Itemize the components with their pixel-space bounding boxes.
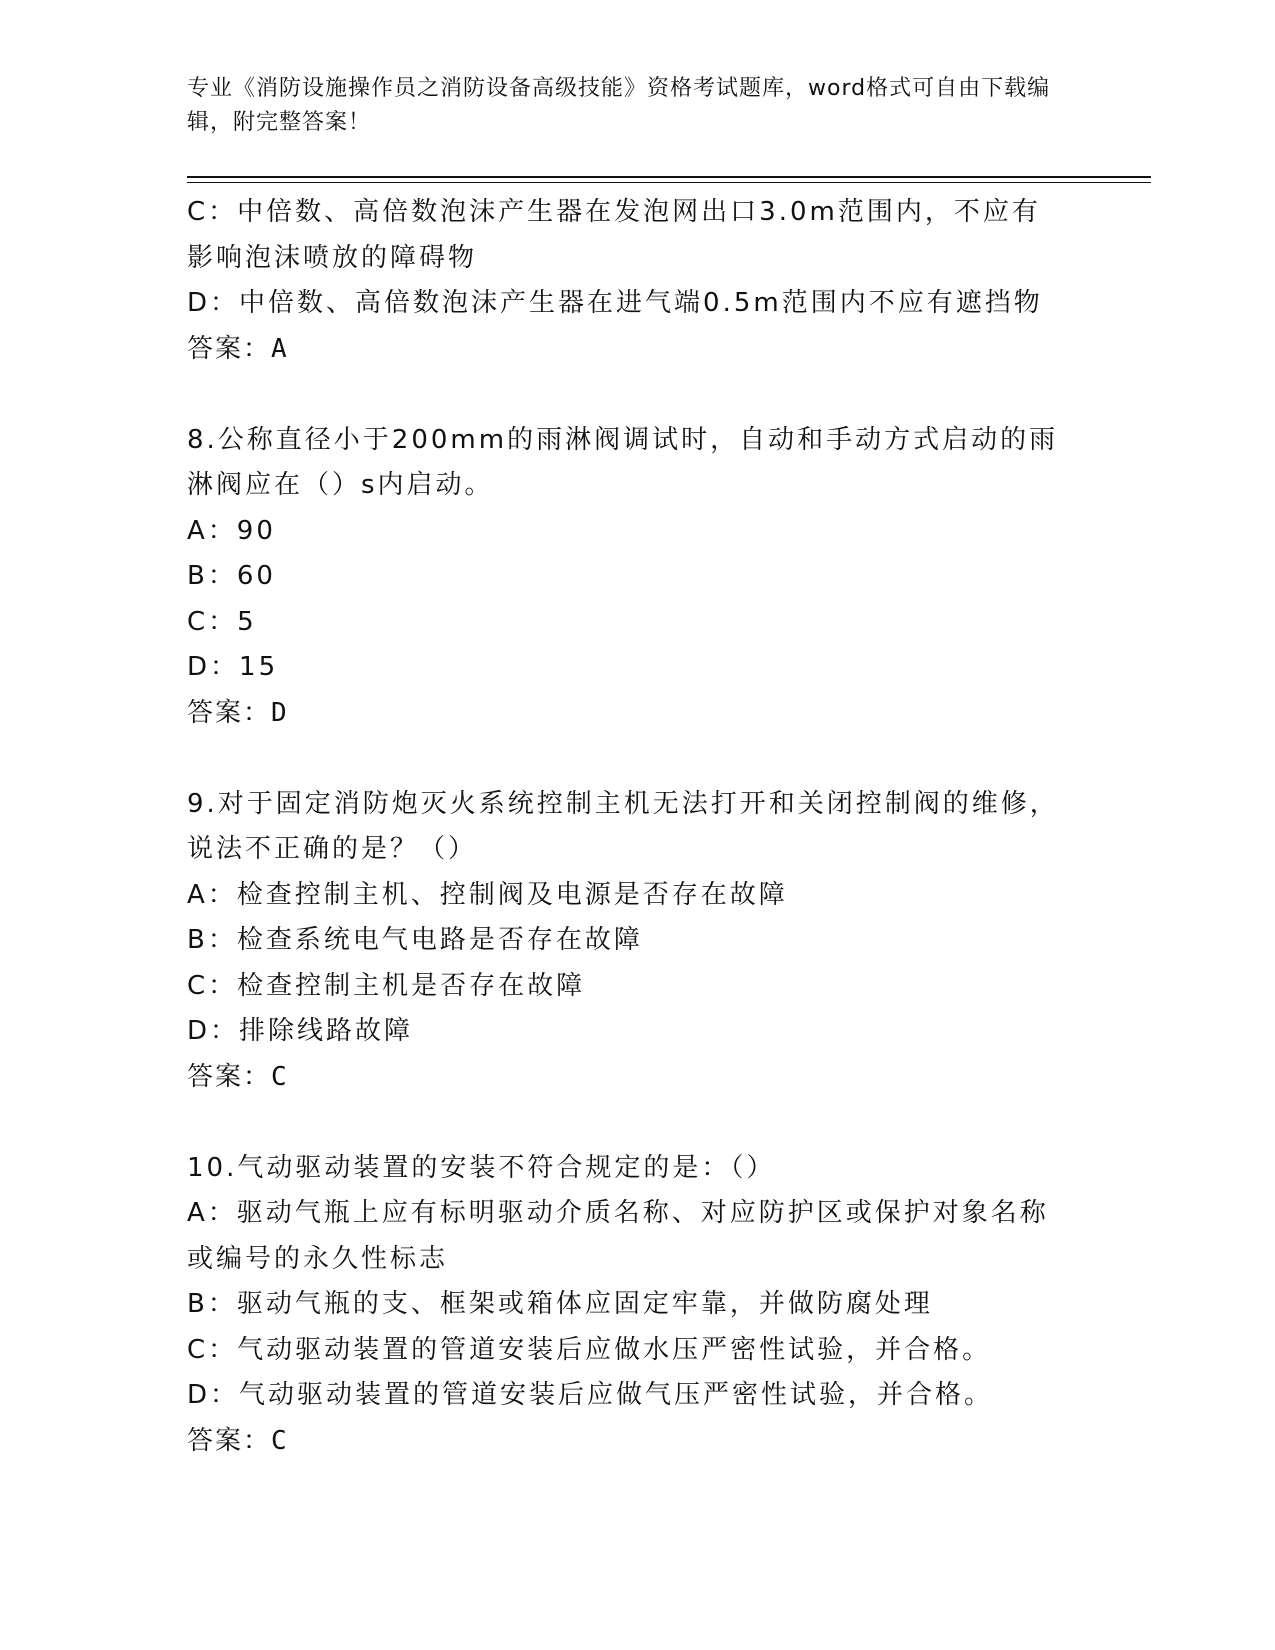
option-b: B：驱动气瓶的支、框架或箱体应固定牢靠，并做防腐处理: [187, 1289, 933, 1319]
option-b: B：检查系统电气电路是否存在故障: [187, 925, 643, 955]
question-10: [187, 1146, 1067, 1465]
question-list: [187, 190, 1067, 1464]
option-c: C：中倍数、高倍数泡沫产生器在发泡网出口3.0m范围内，不应有影响泡沫喷放的障碍物: [187, 197, 1041, 273]
answer-label: 答案：: [187, 1061, 272, 1092]
option-a: A：90: [187, 515, 276, 546]
option-d: D：气动驱动装置的管道安装后应做气压严密性试验，并合格。: [187, 1380, 994, 1410]
question-8: [187, 418, 1067, 737]
answer-value: C: [271, 1425, 289, 1456]
answer-value: D: [271, 697, 289, 728]
header-divider-thick: [187, 176, 1151, 178]
answer-label: 答案：: [187, 333, 272, 364]
option-d: D：15: [187, 652, 279, 682]
answer-value: C: [271, 1061, 289, 1092]
answer-value: A: [271, 333, 289, 364]
option-a: A：检查控制主机、控制阀及电源是否存在故障: [187, 879, 788, 910]
answer-line: [187, 691, 1067, 737]
answer-label: 答案：: [187, 1425, 272, 1456]
option-d: D：中倍数、高倍数泡沫产生器在进气端0.5m范围内不应有遮挡物: [187, 288, 1043, 318]
header-divider-thin: [187, 182, 1151, 183]
option-c: C：检查控制主机是否存在故障: [187, 970, 586, 1001]
question-stem: 8.公称直径小于200mm的雨淋阀调试时，自动和手动方式启动的雨淋阀应在（）s内启动。: [187, 424, 1059, 500]
answer-line: [187, 327, 1067, 373]
option-c: C：5: [187, 606, 257, 637]
question-stem: 9.对于固定消防炮灭火系统控制主机无法打开和关闭控制阀的维修，说法不正确的是？（）: [187, 788, 1059, 864]
question-9: [187, 782, 1067, 1101]
answer-line: [187, 1055, 1067, 1101]
answer-label: 答案：: [187, 697, 272, 728]
question-stem: 10.气动驱动装置的安装不符合规定的是：（）: [187, 1152, 776, 1183]
answer-line: [187, 1419, 1067, 1465]
document-header: [187, 72, 1067, 140]
option-b: B：60: [187, 561, 276, 591]
header-text: 专业《消防设施操作员之消防设备高级技能》资格考试题库，word格式可自由下载编辑，附完整答案！: [187, 76, 1051, 135]
carryover-question: [187, 190, 1067, 372]
option-d: D：排除线路故障: [187, 1016, 414, 1046]
option-c: C：气动驱动装置的管道安装后应做水压严密性试验，并合格。: [187, 1334, 992, 1365]
option-a: A：驱动气瓶上应有标明驱动介质名称、对应防护区或保护对象名称或编号的永久性标志: [187, 1198, 1049, 1274]
